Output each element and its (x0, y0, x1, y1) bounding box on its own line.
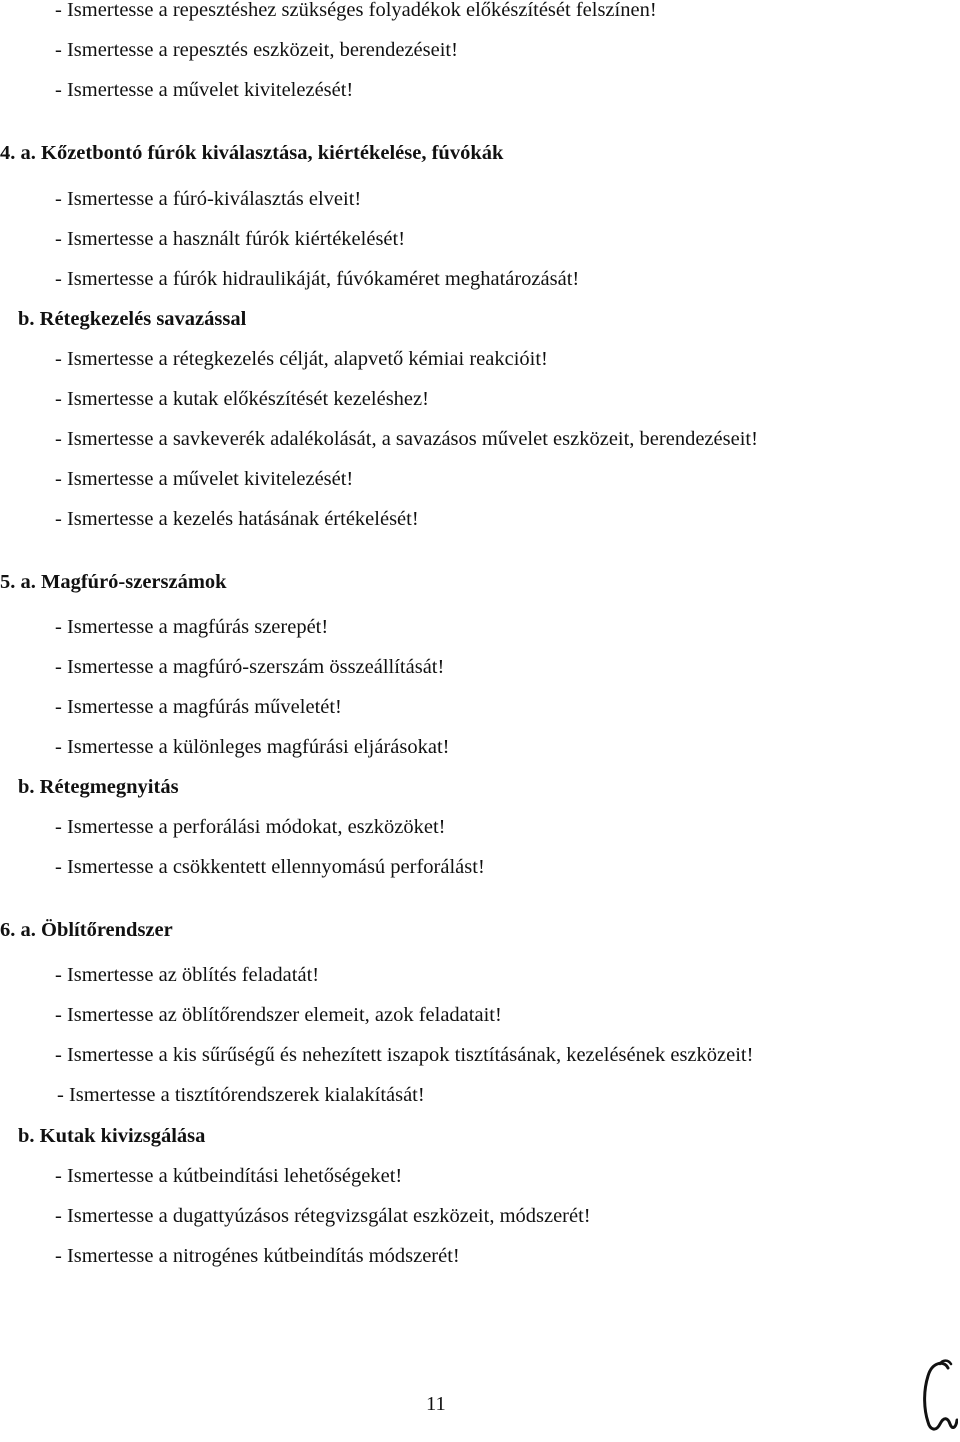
section-heading: b. Kutak kivizsgálása (18, 1125, 206, 1147)
section-heading: 6. a. Öblítőrendszer (0, 919, 173, 941)
section-heading: b. Rétegmegnyitás (18, 776, 179, 798)
list-item: - Ismertesse a fúrók hidraulikáját, fúvókaméret meghatározását! (55, 268, 580, 290)
section-heading: 5. a. Magfúró-szerszámok (0, 571, 227, 593)
list-item: - Ismertesse a művelet kivitelezését! (55, 79, 354, 101)
list-item: - Ismertesse a használt fúrók kiértékelését! (55, 228, 406, 250)
list-item: - Ismertesse a rétegkezelés célját, alapvető kémiai reakcióit! (55, 348, 548, 370)
list-item: - Ismertesse a kutak előkészítését kezeléshez! (55, 388, 429, 410)
list-item: - Ismertesse a magfúró-szerszám összeállítását! (55, 656, 445, 678)
list-item: - Ismertesse az öblítés feladatát! (55, 964, 320, 986)
list-item: - Ismertesse a művelet kivitelezését! (55, 468, 354, 490)
list-item: - Ismertesse a kezelés hatásának értékelését! (55, 508, 419, 530)
signature-icon (918, 1358, 958, 1442)
list-item: - Ismertesse a savkeverék adalékolását, a savazásos művelet eszközeit, berendezéseit! (55, 428, 758, 450)
list-item: - Ismertesse a magfúrás szerepét! (55, 616, 329, 638)
list-item: - Ismertesse az öblítőrendszer elemeit, azok feladatait! (55, 1004, 502, 1026)
list-item: - Ismertesse a tisztítórendszerek kialakítását! (57, 1084, 425, 1106)
list-item: - Ismertesse a különleges magfúrási eljárásokat! (55, 736, 450, 758)
list-item: - Ismertesse a repesztés eszközeit, berendezéseit! (55, 39, 458, 61)
list-item: - Ismertesse a perforálási módokat, eszközöket! (55, 816, 446, 838)
list-item: - Ismertesse a repesztéshez szükséges folyadékok előkészítését felszínen! (55, 0, 657, 21)
list-item: - Ismertesse a csökkentett ellennyomású perforálást! (55, 856, 485, 878)
list-item: - Ismertesse a kútbeindítási lehetőségeket! (55, 1165, 403, 1187)
list-item: - Ismertesse a magfúrás műveletét! (55, 696, 342, 718)
list-item: - Ismertesse a fúró-kiválasztás elveit! (55, 188, 362, 210)
section-heading: b. Rétegkezelés savazással (18, 308, 247, 330)
list-item: - Ismertesse a kis sűrűségű és nehezített iszapok tisztításának, kezelésének eszközeit! (55, 1044, 754, 1066)
section-heading: 4. a. Kőzetbontó fúrók kiválasztása, kiértékelése, fúvókák (0, 142, 504, 164)
list-item: - Ismertesse a dugattyúzásos rétegvizsgálat eszközeit, módszerét! (55, 1205, 591, 1227)
list-item: - Ismertesse a nitrogénes kútbeindítás módszerét! (55, 1245, 460, 1267)
page-number: 11 (426, 1393, 446, 1415)
